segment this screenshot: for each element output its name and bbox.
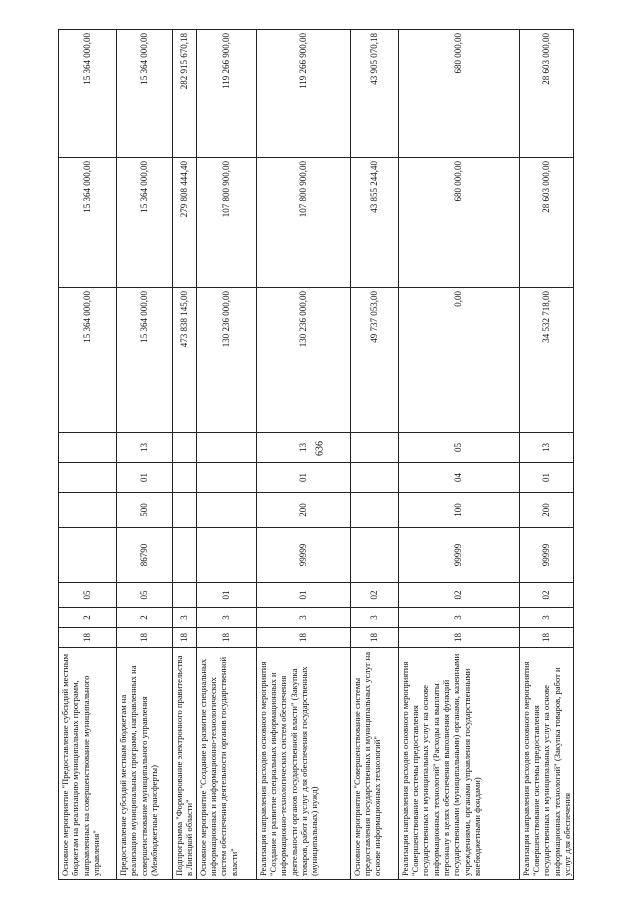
amount-year-2: 15 364 000,00 bbox=[59, 158, 117, 288]
code-subsection bbox=[350, 433, 398, 463]
code-expense-type bbox=[196, 493, 256, 528]
code-section: 01 bbox=[519, 463, 574, 493]
amount-year-2: 15 364 000,00 bbox=[117, 158, 173, 288]
code-main-event: 05 bbox=[117, 583, 173, 608]
code-program: 18 bbox=[398, 628, 519, 648]
code-direction: 99999 bbox=[519, 528, 574, 583]
code-program: 18 bbox=[59, 628, 117, 648]
amount-year-1: 15 364 000,00 bbox=[59, 288, 117, 433]
amount-year-3: 43 905 070,18 bbox=[350, 30, 398, 158]
code-subsection: 05 bbox=[398, 433, 519, 463]
amount-year-1: 49 737 053,00 bbox=[350, 288, 398, 433]
code-subprogram: 2 bbox=[59, 608, 117, 628]
code-subsection: 13 bbox=[117, 433, 173, 463]
code-direction: 86790 bbox=[117, 528, 173, 583]
code-program: 18 bbox=[519, 628, 574, 648]
code-direction: 99999 bbox=[398, 528, 519, 583]
table-row bbox=[256, 30, 350, 880]
code-section bbox=[196, 463, 256, 493]
code-subsection bbox=[173, 433, 197, 463]
row-description: Основное мероприятие "Предоставление субсидий местным бюджетам на реализацию муниципальных программ, направленных на совершенствование муниципального управления" bbox=[59, 648, 117, 880]
code-program: 18 bbox=[173, 628, 197, 648]
code-direction bbox=[350, 528, 398, 583]
row-description: Основное мероприятие "Совершенствование системы предоставления государственных и муниципальных услуг на основе информационных технологий" bbox=[350, 648, 398, 880]
code-section: 01 bbox=[256, 463, 350, 493]
amount-year-3: 119 266 900,00 bbox=[256, 30, 350, 158]
code-section bbox=[173, 463, 197, 493]
row-description: Основное мероприятие "Создание и развитие специальных информационных и информационно-технологических систем обеспечения деятельности органов государственной власти" bbox=[196, 648, 256, 880]
amount-year-3: 282 915 670,18 bbox=[173, 30, 197, 158]
amount-year-2: 279 808 444,40 bbox=[173, 158, 197, 288]
code-main-event: 02 bbox=[350, 583, 398, 608]
code-subprogram: 3 bbox=[196, 608, 256, 628]
code-expense-type bbox=[59, 493, 117, 528]
code-subprogram: 3 bbox=[173, 608, 197, 628]
amount-year-2: 107 800 900,00 bbox=[196, 158, 256, 288]
table-row bbox=[519, 30, 574, 880]
code-subprogram: 3 bbox=[519, 608, 574, 628]
amount-year-3: 680 000,00 bbox=[398, 30, 519, 158]
code-subprogram: 3 bbox=[256, 608, 350, 628]
amount-year-3: 15 364 000,00 bbox=[117, 30, 173, 158]
code-expense-type bbox=[173, 493, 197, 528]
amount-year-2: 680 000,00 bbox=[398, 158, 519, 288]
table-row bbox=[398, 30, 519, 880]
code-expense-type: 200 bbox=[519, 493, 574, 528]
page-number: 636 bbox=[314, 441, 326, 456]
amount-year-1: 473 838 145,00 bbox=[173, 288, 197, 433]
amount-year-1: 34 532 718,00 bbox=[519, 288, 574, 433]
budget-table bbox=[58, 29, 574, 880]
code-program: 18 bbox=[350, 628, 398, 648]
code-main-event: 02 bbox=[519, 583, 574, 608]
code-subsection bbox=[59, 433, 117, 463]
budget-table-frame bbox=[58, 30, 572, 880]
code-subprogram: 3 bbox=[398, 608, 519, 628]
code-expense-type bbox=[350, 493, 398, 528]
table-row bbox=[350, 30, 398, 880]
amount-year-3: 15 364 000,00 bbox=[59, 30, 117, 158]
code-expense-type: 200 bbox=[256, 493, 350, 528]
code-section bbox=[350, 463, 398, 493]
code-direction: 99999 bbox=[256, 528, 350, 583]
row-description: Подпрограмма "Формирование электронного правительства в Липецкой области" bbox=[173, 648, 197, 880]
code-expense-type: 500 bbox=[117, 493, 173, 528]
row-description: Реализация направления расходов основного мероприятия "Совершенствование системы предоставления государственных и муниципальных услуг на основе информационных технологий" (Расходы на выплаты персоналу в целях обеспечения выполнения функций государственными (муниципальными) органами, казенными учреждениями, органами управления государственными внебюджетными фондами) bbox=[398, 648, 519, 880]
code-main-event: 01 bbox=[196, 583, 256, 608]
table-row bbox=[196, 30, 256, 880]
code-subsection: 13 bbox=[256, 433, 350, 463]
amount-year-3: 28 603 000,00 bbox=[519, 30, 574, 158]
code-subprogram: 3 bbox=[350, 608, 398, 628]
table-row bbox=[59, 30, 117, 880]
amount-year-1: 0,00 bbox=[398, 288, 519, 433]
amount-year-2: 107 800 900,00 bbox=[256, 158, 350, 288]
code-section: 04 bbox=[398, 463, 519, 493]
amount-year-1: 15 364 000,00 bbox=[117, 288, 173, 433]
table-row bbox=[117, 30, 173, 880]
code-program: 18 bbox=[256, 628, 350, 648]
code-section bbox=[59, 463, 117, 493]
row-description: Предоставление субсидий местным бюджетам на реализацию муниципальных программ, направленных на совершенствование муниципального управления (Межбюджетные трансферты) bbox=[117, 648, 173, 880]
code-program: 18 bbox=[117, 628, 173, 648]
row-description: Реализация направления расходов основного мероприятия "Совершенствование системы предоставления государственных и муниципальных услуг на основе информационных технологий" (Закупка товаров, работ и услуг для обеспечения bbox=[519, 648, 574, 880]
table-row bbox=[173, 30, 197, 880]
code-expense-type: 100 bbox=[398, 493, 519, 528]
code-main-event: 02 bbox=[398, 583, 519, 608]
amount-year-2: 43 855 244,40 bbox=[350, 158, 398, 288]
amount-year-1: 130 236 000,00 bbox=[196, 288, 256, 433]
code-direction bbox=[196, 528, 256, 583]
code-direction bbox=[59, 528, 117, 583]
amount-year-1: 130 236 000,00 bbox=[256, 288, 350, 433]
code-subprogram: 2 bbox=[117, 608, 173, 628]
code-section: 01 bbox=[117, 463, 173, 493]
code-main-event bbox=[173, 583, 197, 608]
amount-year-3: 119 266 900,00 bbox=[196, 30, 256, 158]
code-main-event: 05 bbox=[59, 583, 117, 608]
code-subsection: 13 bbox=[519, 433, 574, 463]
code-direction bbox=[173, 528, 197, 583]
amount-year-2: 28 603 000,00 bbox=[519, 158, 574, 288]
code-subsection bbox=[196, 433, 256, 463]
row-description: Реализация направления расходов основного мероприятия "Создание и развитие специальных информационных и информационно-технологических систем обеспечения деятельности органов государственной власти" (Закупка товаров, работ и услуг для обеспечения государственных (муниципальных) нужд) bbox=[256, 648, 350, 880]
code-program: 18 bbox=[196, 628, 256, 648]
code-main-event: 01 bbox=[256, 583, 350, 608]
